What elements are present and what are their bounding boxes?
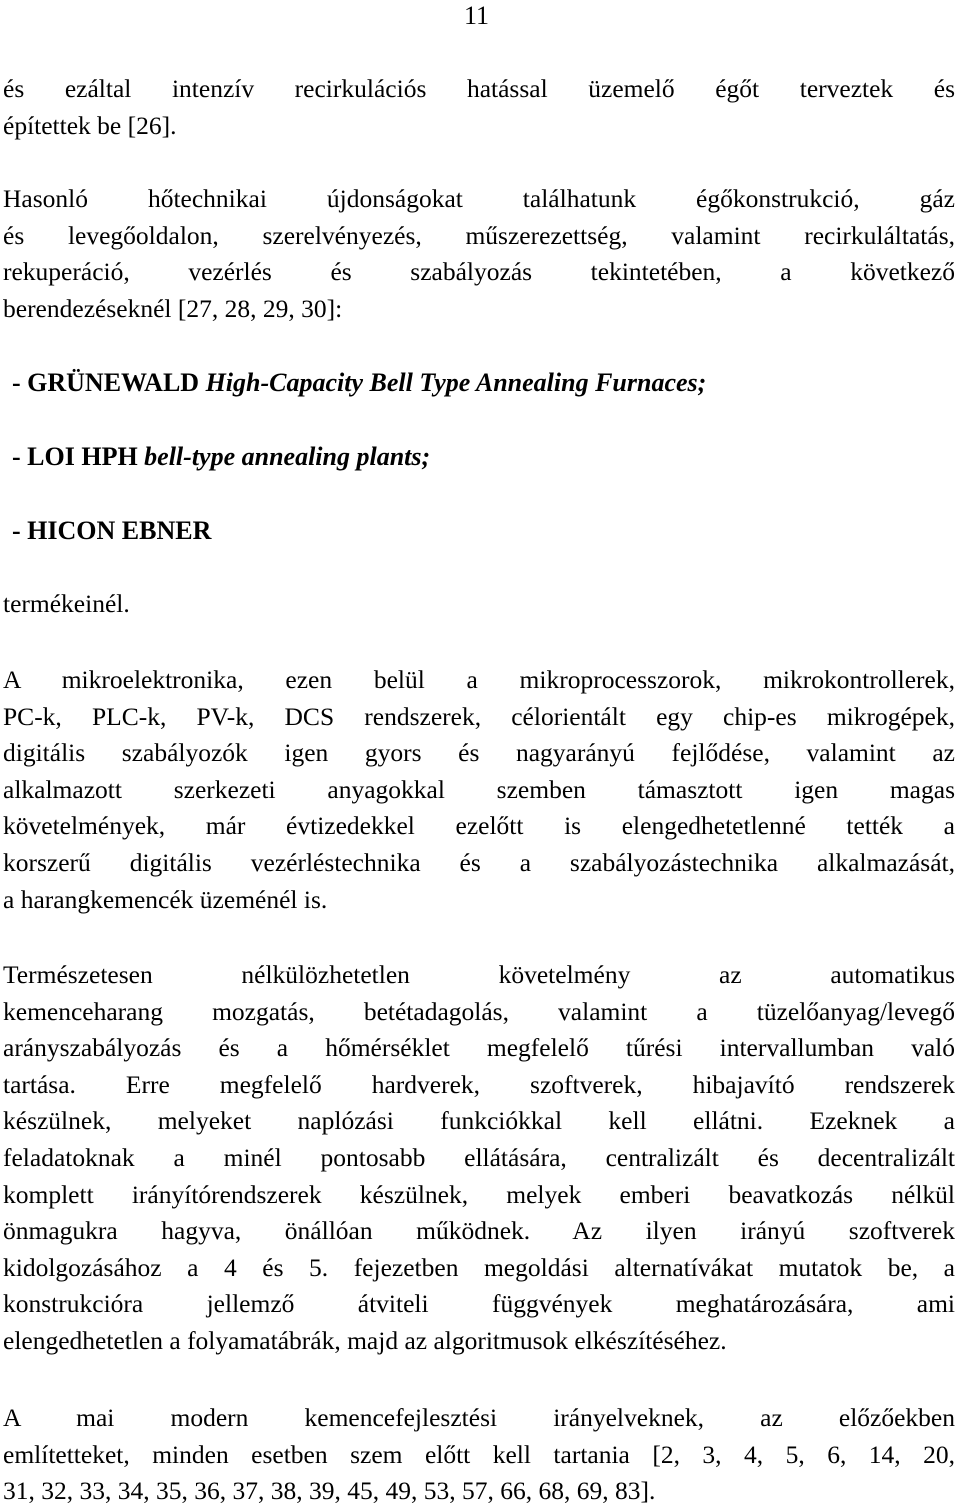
paragraph-5 xyxy=(3,957,955,1360)
paragraph-4 xyxy=(3,662,955,918)
page-number: 11 xyxy=(464,1,490,30)
list-item-italic: bell-type annealing plants; xyxy=(144,442,431,471)
text-line: A mai modern kemencefejlesztési irányelveknek, az előzőekben xyxy=(3,1403,955,1432)
text-line: és ezáltal intenzív recirkulációs hatással üzemelő égőt terveztek és xyxy=(3,74,955,103)
list-item-prefix: - GRÜNEWALD xyxy=(12,368,206,397)
text-line: alkalmazott szerkezeti anyagokkal szemben támasztott igen magas xyxy=(3,774,955,804)
text-line: korszerű digitális vezérléstechnika és a szabályozástechnika alkalmazását, xyxy=(3,847,955,877)
text-line: A mikroelektronika, ezen belül a mikroprocesszorok, mikrokontrollerek, xyxy=(3,665,955,694)
text-line: 31, 32, 33, 34, 35, 36, 37, 38, 39, 45, 49, 53, 57, 66, 68, 69, 83]. xyxy=(3,1476,656,1506)
text-line: Természetesen nélkülözhetetlen követelmény az automatikus xyxy=(3,960,955,989)
paragraph-1 xyxy=(3,71,955,144)
list-item-prefix: - LOI HPH xyxy=(12,442,145,471)
paragraph-3 xyxy=(3,586,955,623)
list-item-prefix: - HICON EBNER xyxy=(12,516,212,545)
text-line: termékeinél. xyxy=(3,589,130,618)
text-line: Hasonló hőtechnikai újdonságokat találhatunk égőkonstrukció, gáz xyxy=(3,184,955,213)
paragraph-6 xyxy=(3,1400,955,1510)
text-line: arányszabályozás és a hőmérséklet megfelelő tűrési intervallumban való xyxy=(3,1033,955,1063)
text-line: berendezéseknél [27, 28, 29, 30]: xyxy=(3,293,343,323)
list-item xyxy=(12,439,430,475)
text-line: kidolgozásához a 4 és 5. fejezetben megoldási alternatívákat mutatok be, a xyxy=(3,1252,955,1282)
text-line: építettek be [26]. xyxy=(3,110,177,140)
list-item-italic: High-Capacity Bell Type Annealing Furnaces; xyxy=(205,368,707,397)
text-line: tartása. Erre megfelelő hardverek, szoftverek, hibajavító rendszerek xyxy=(3,1069,955,1099)
paragraph-2 xyxy=(3,181,955,327)
text-line: konstrukcióra jellemző átviteli függvények meghatározására, ami xyxy=(3,1289,955,1319)
text-line: rekuperáció, vezérlés és szabályozás tekintetében, a következő xyxy=(3,257,955,287)
text-line: követelmények, már évtizedekkel ezelőtt is elengedhetetlenné tették a xyxy=(3,811,955,841)
text-line: készülnek, melyeket naplózási funkciókkal kell ellátni. Ezeknek a xyxy=(3,1106,955,1136)
text-line: a harangkemencék üzeménél is. xyxy=(3,884,328,914)
text-line: digitális szabályozók igen gyors és nagyarányú fejlődése, valamint az xyxy=(3,738,955,768)
text-line: komplett irányítórendszerek készülnek, melyek emberi beavatkozás nélkül xyxy=(3,1179,955,1209)
text-line: és levegőoldalon, szerelvényezés, műszerezettség, valamint recirkuláltatás, xyxy=(3,220,955,250)
text-line: említetteket, minden esetben szem előtt kell tartania [2, 3, 4, 5, 6, 14, 20, xyxy=(3,1439,955,1469)
text-line: PC-k, PLC-k, PV-k, DCS rendszerek, célorientált egy chip-es mikrogépek, xyxy=(3,701,955,731)
text-line: elengedhetetlen a folyamatábrák, majd az algoritmusok elkészítéséhez. xyxy=(3,1325,727,1355)
text-line: kemenceharang mozgatás, betétadagolás, valamint a tüzelőanyag/levegő xyxy=(3,996,955,1026)
list-item xyxy=(12,513,211,549)
list-item xyxy=(12,365,706,401)
text-line: önmagukra hagyva, önállóan működnek. Az ilyen irányú szoftverek xyxy=(3,1216,955,1246)
text-line: feladatoknak a minél pontosabb ellátására, centralizált és decentralizált xyxy=(3,1142,955,1172)
